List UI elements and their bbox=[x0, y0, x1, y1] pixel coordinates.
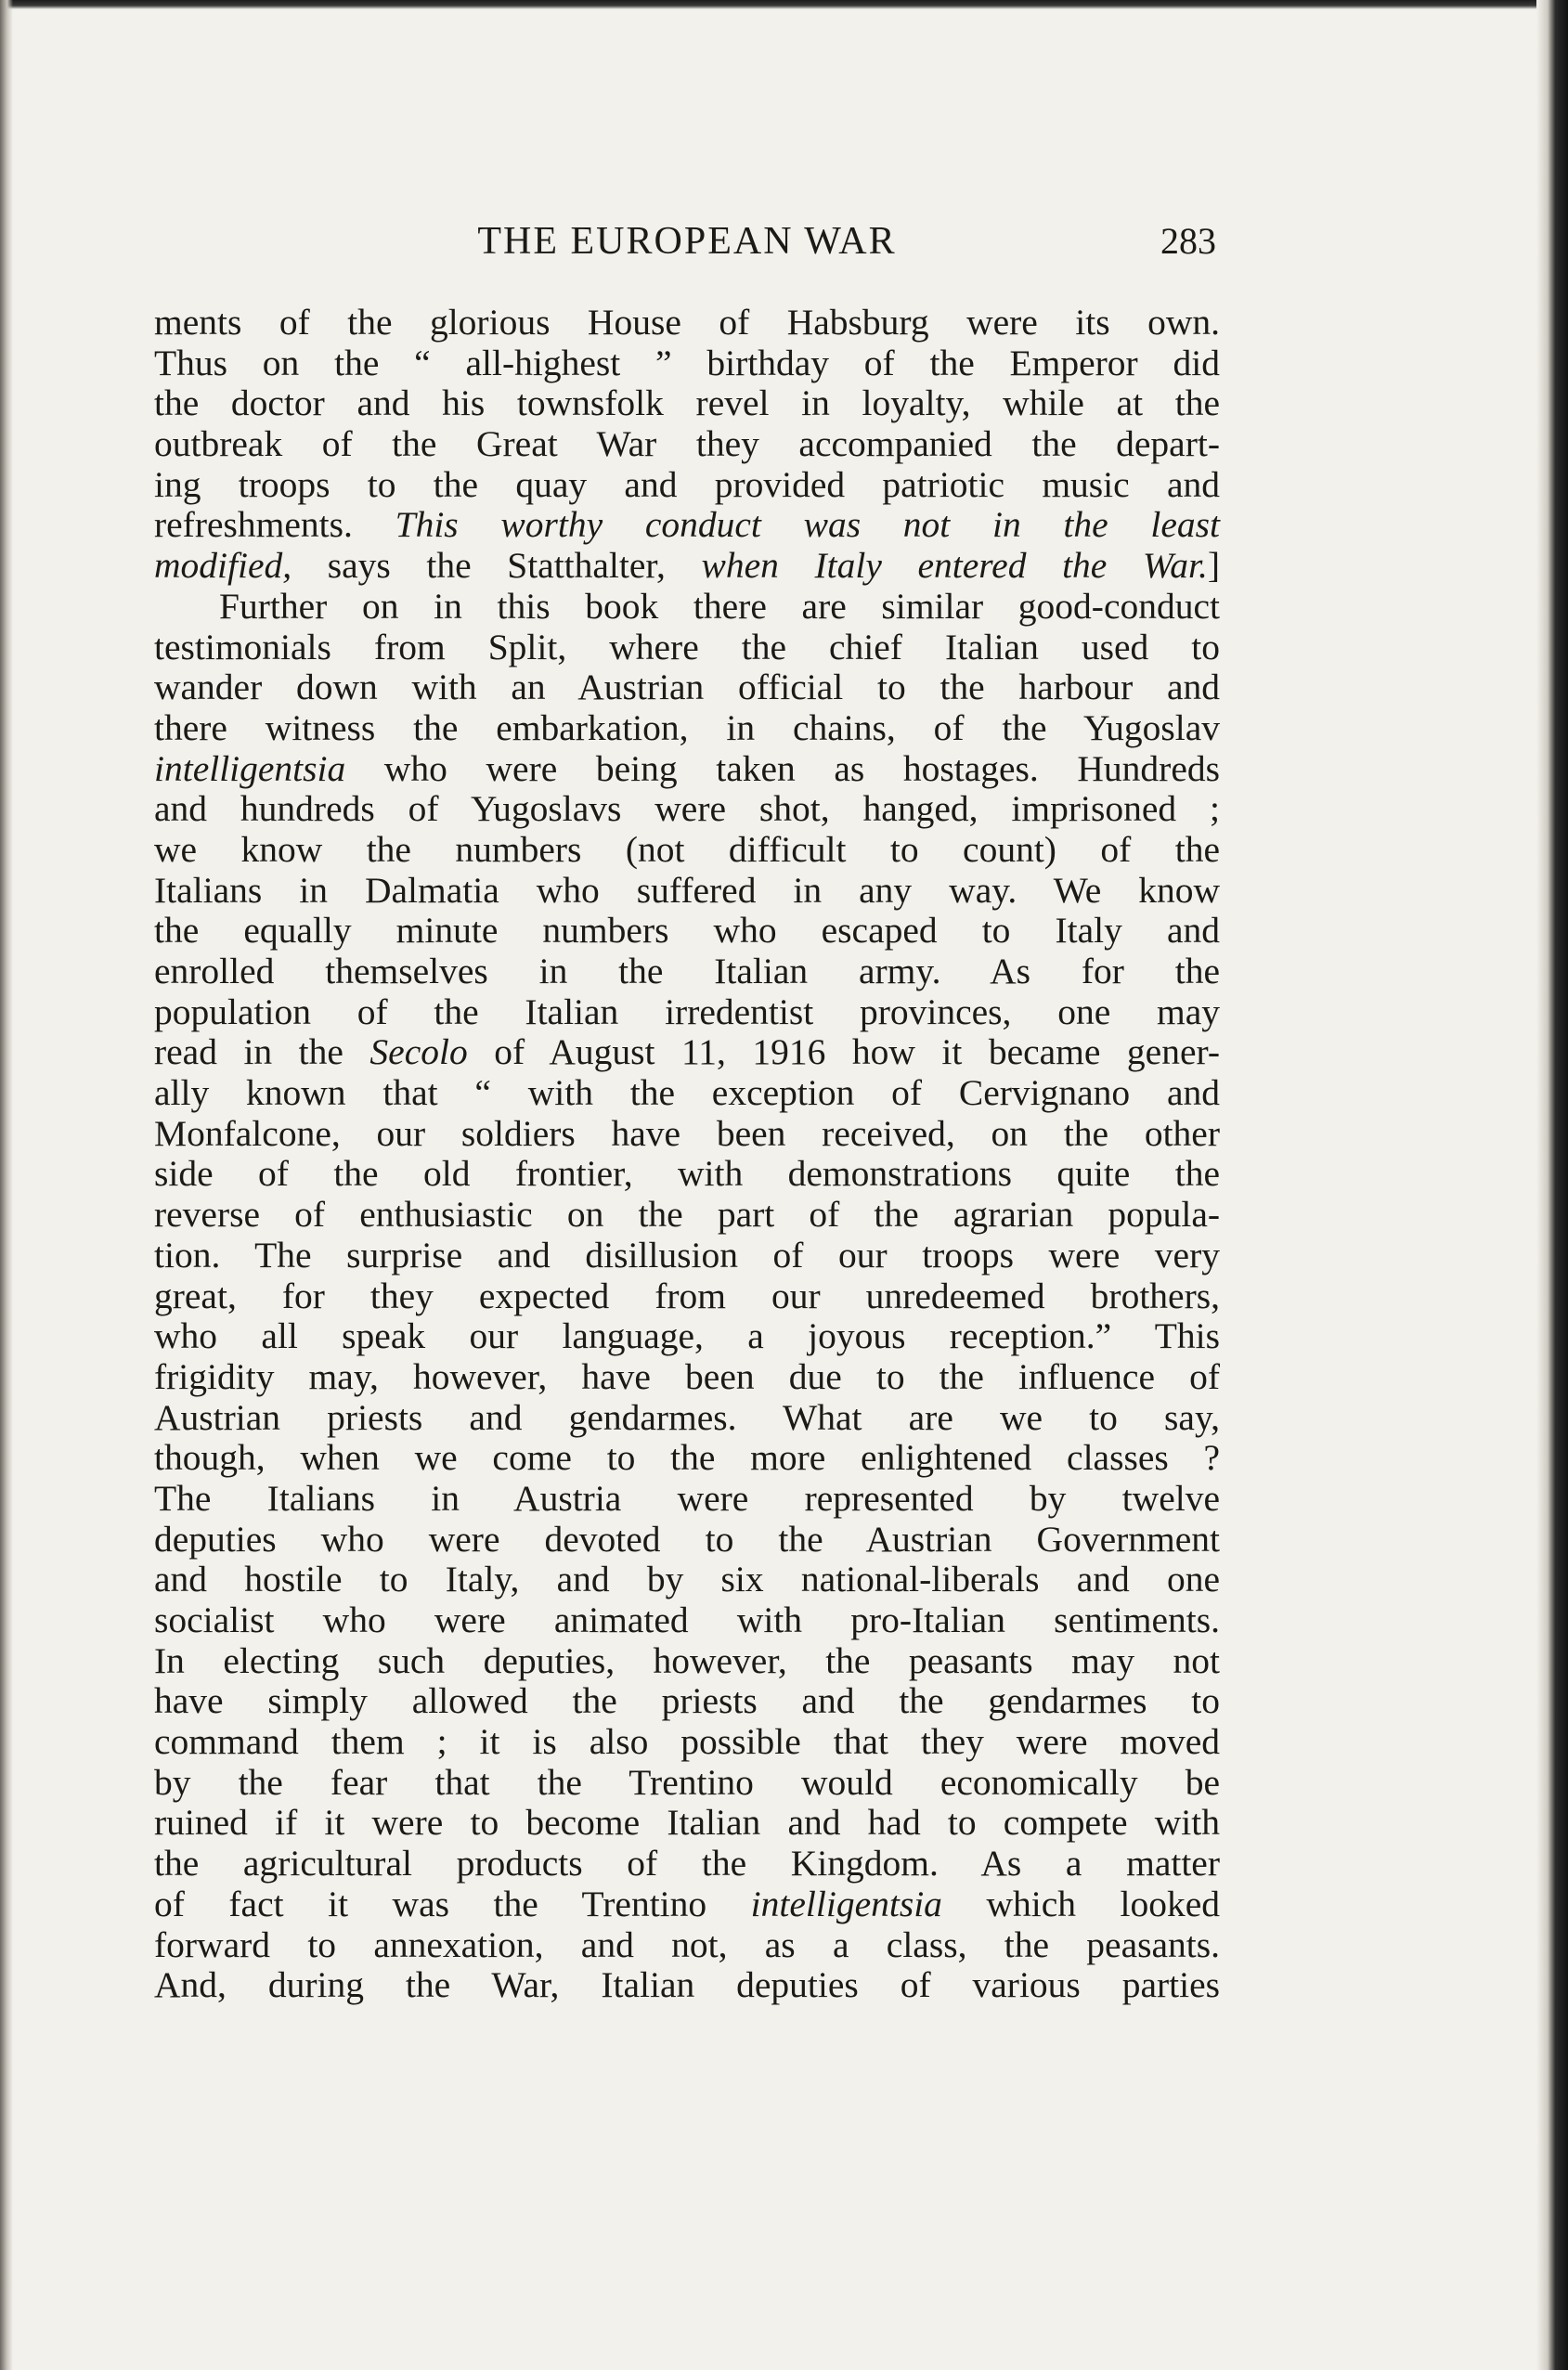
text-line bbox=[154, 1803, 1220, 1844]
text-run: side of the old frontier, with demonstrations quite the bbox=[154, 1153, 1220, 1195]
running-head bbox=[158, 219, 1216, 275]
text-run: wander down with an Austrian official to the harbour and bbox=[154, 667, 1220, 708]
text-run: read in the bbox=[154, 1031, 370, 1073]
text-line bbox=[154, 1763, 1220, 1804]
text-line bbox=[154, 1438, 1220, 1479]
text-line bbox=[154, 1236, 1220, 1276]
italic-text: This worthy conduct was not in the least bbox=[395, 504, 1221, 546]
text-line bbox=[154, 789, 1220, 830]
text-line bbox=[154, 1398, 1220, 1439]
text-run: reverse of enthusiastic on the part of the agrarian popula- bbox=[154, 1194, 1220, 1236]
text-run: of fact it was the Trentino bbox=[154, 1883, 751, 1924]
text-line bbox=[154, 1925, 1220, 1966]
text-run: Further on in this book there are similar good-conduct bbox=[219, 585, 1220, 627]
text-line bbox=[154, 628, 1220, 668]
text-line bbox=[154, 1154, 1220, 1195]
scan-edge-left bbox=[0, 0, 13, 2370]
text-run: outbreak of the Great War they accompanied the depart- bbox=[154, 423, 1220, 465]
text-line bbox=[154, 1357, 1220, 1398]
text-line bbox=[154, 1114, 1220, 1155]
text-run: refreshments. bbox=[154, 504, 395, 546]
text-line bbox=[154, 424, 1220, 465]
text-line bbox=[154, 465, 1220, 506]
text-run: testimonials from Split, where the chief Italian used to bbox=[154, 626, 1220, 667]
text-run: ing troops to the quay and provided patriotic music and bbox=[154, 463, 1220, 505]
text-run: ally known that “ with the exception of Cervignano and bbox=[154, 1072, 1220, 1114]
text-run: socialist who were animated with pro-Italian sentiments. bbox=[154, 1599, 1220, 1640]
text-run: the agricultural products of the Kingdom. As a matter bbox=[154, 1843, 1220, 1884]
text-line bbox=[154, 1479, 1220, 1520]
text-line bbox=[154, 1600, 1220, 1641]
text-run: In electing such deputies, however, the peasants may not bbox=[154, 1639, 1220, 1681]
text-run: And, during the War, Italian deputies of various parties bbox=[154, 1964, 1220, 2006]
text-line bbox=[154, 1195, 1220, 1236]
text-line bbox=[154, 708, 1220, 749]
text-run: frigidity may, however, have been due to the influence of bbox=[154, 1355, 1220, 1397]
body-text bbox=[154, 303, 1220, 2006]
scan-edge-top bbox=[0, 0, 1568, 9]
text-run: deputies who were devoted to the Austrian Government bbox=[154, 1518, 1220, 1560]
page-title: THE EUROPEAN WAR bbox=[477, 220, 897, 263]
text-line bbox=[154, 1316, 1220, 1357]
italic-text: Secolo bbox=[369, 1031, 468, 1073]
text-line bbox=[154, 546, 1220, 587]
text-line bbox=[154, 1520, 1220, 1561]
text-run: and hostile to Italy, and by six national-liberals and one bbox=[154, 1559, 1220, 1600]
text-line bbox=[154, 1722, 1220, 1763]
text-run: enrolled themselves in the Italian army. As for the bbox=[154, 951, 1220, 991]
text-line bbox=[154, 343, 1220, 384]
text-line bbox=[154, 303, 1220, 343]
text-line bbox=[154, 1965, 1220, 2006]
text-line bbox=[154, 952, 1220, 992]
text-run: ruined if it were to become Italian and had to compete with bbox=[154, 1802, 1220, 1844]
text-run: ] bbox=[1207, 545, 1220, 587]
text-line bbox=[154, 830, 1220, 871]
text-run: Austrian priests and gendarmes. What are we to say, bbox=[154, 1396, 1220, 1438]
text-run: forward to annexation, and not, as a class, the peasants. bbox=[154, 1923, 1220, 1965]
text-run: there witness the embarkation, in chains, of the Yugoslav bbox=[154, 706, 1220, 748]
text-run: which looked bbox=[941, 1883, 1220, 1924]
text-line bbox=[154, 1073, 1220, 1114]
italic-text: modified, bbox=[154, 545, 292, 587]
text-run: great, for they expected from our unredeemed brothers, bbox=[154, 1275, 1220, 1316]
text-run: Monfalcone, our soldiers have been received, on the other bbox=[154, 1112, 1220, 1154]
text-run: of August 11, 1916 how it became gener- bbox=[467, 1031, 1220, 1073]
text-run: ments of the glorious House of Habsburg were its own. bbox=[154, 302, 1220, 343]
text-line bbox=[154, 911, 1220, 952]
text-run: have simply allowed the priests and the gendarmes to bbox=[154, 1680, 1220, 1722]
text-line bbox=[154, 871, 1220, 912]
text-run: Thus on the “ all-highest ” birthday of the Emperor did bbox=[154, 342, 1220, 383]
text-line bbox=[154, 1884, 1220, 1925]
text-line bbox=[154, 749, 1220, 790]
text-run: the equally minute numbers who escaped to Italy and bbox=[154, 910, 1220, 952]
text-run: says the Statthalter, bbox=[292, 545, 702, 587]
text-line bbox=[154, 1641, 1220, 1682]
text-line bbox=[154, 505, 1220, 546]
text-run: though, when we come to the more enlightened classes ? bbox=[154, 1437, 1220, 1479]
italic-text: when Italy entered the War. bbox=[701, 545, 1208, 587]
page-number: 283 bbox=[1160, 220, 1216, 262]
text-line bbox=[154, 1276, 1220, 1317]
italic-text: intelligentsia bbox=[750, 1883, 942, 1924]
italic-text: intelligentsia bbox=[154, 747, 346, 789]
text-line bbox=[154, 667, 1220, 708]
text-run: tion. The surprise and disillusion of our troops were very bbox=[154, 1234, 1220, 1276]
text-run: and hundreds of Yugoslavs were shot, hanged, imprisoned ; bbox=[154, 788, 1220, 830]
text-line bbox=[154, 1032, 1220, 1073]
text-run: the doctor and his townsfolk revel in loyalty, while at the bbox=[154, 382, 1220, 424]
text-run: we know the numbers (not difficult to count) of the bbox=[154, 828, 1220, 870]
text-line bbox=[154, 1681, 1220, 1722]
text-run: command them ; it is also possible that they were moved bbox=[154, 1721, 1220, 1763]
text-run: by the fear that the Trentino would economically be bbox=[154, 1761, 1220, 1803]
text-line bbox=[154, 1560, 1220, 1600]
text-run: who were being taken as hostages. Hundreds bbox=[345, 747, 1220, 789]
text-run: Italians in Dalmatia who suffered in any way. We know bbox=[154, 869, 1220, 911]
text-line bbox=[154, 383, 1220, 424]
text-line bbox=[154, 1844, 1220, 1884]
text-run: The Italians in Austria were represented by twelve bbox=[154, 1477, 1220, 1519]
text-run: who all speak our language, a joyous reception.” This bbox=[154, 1315, 1220, 1357]
text-line bbox=[154, 992, 1220, 1033]
scan-edge-right bbox=[1536, 0, 1568, 2370]
text-run: population of the Italian irredentist provinces, one may bbox=[154, 991, 1220, 1032]
text-line bbox=[154, 587, 1220, 628]
